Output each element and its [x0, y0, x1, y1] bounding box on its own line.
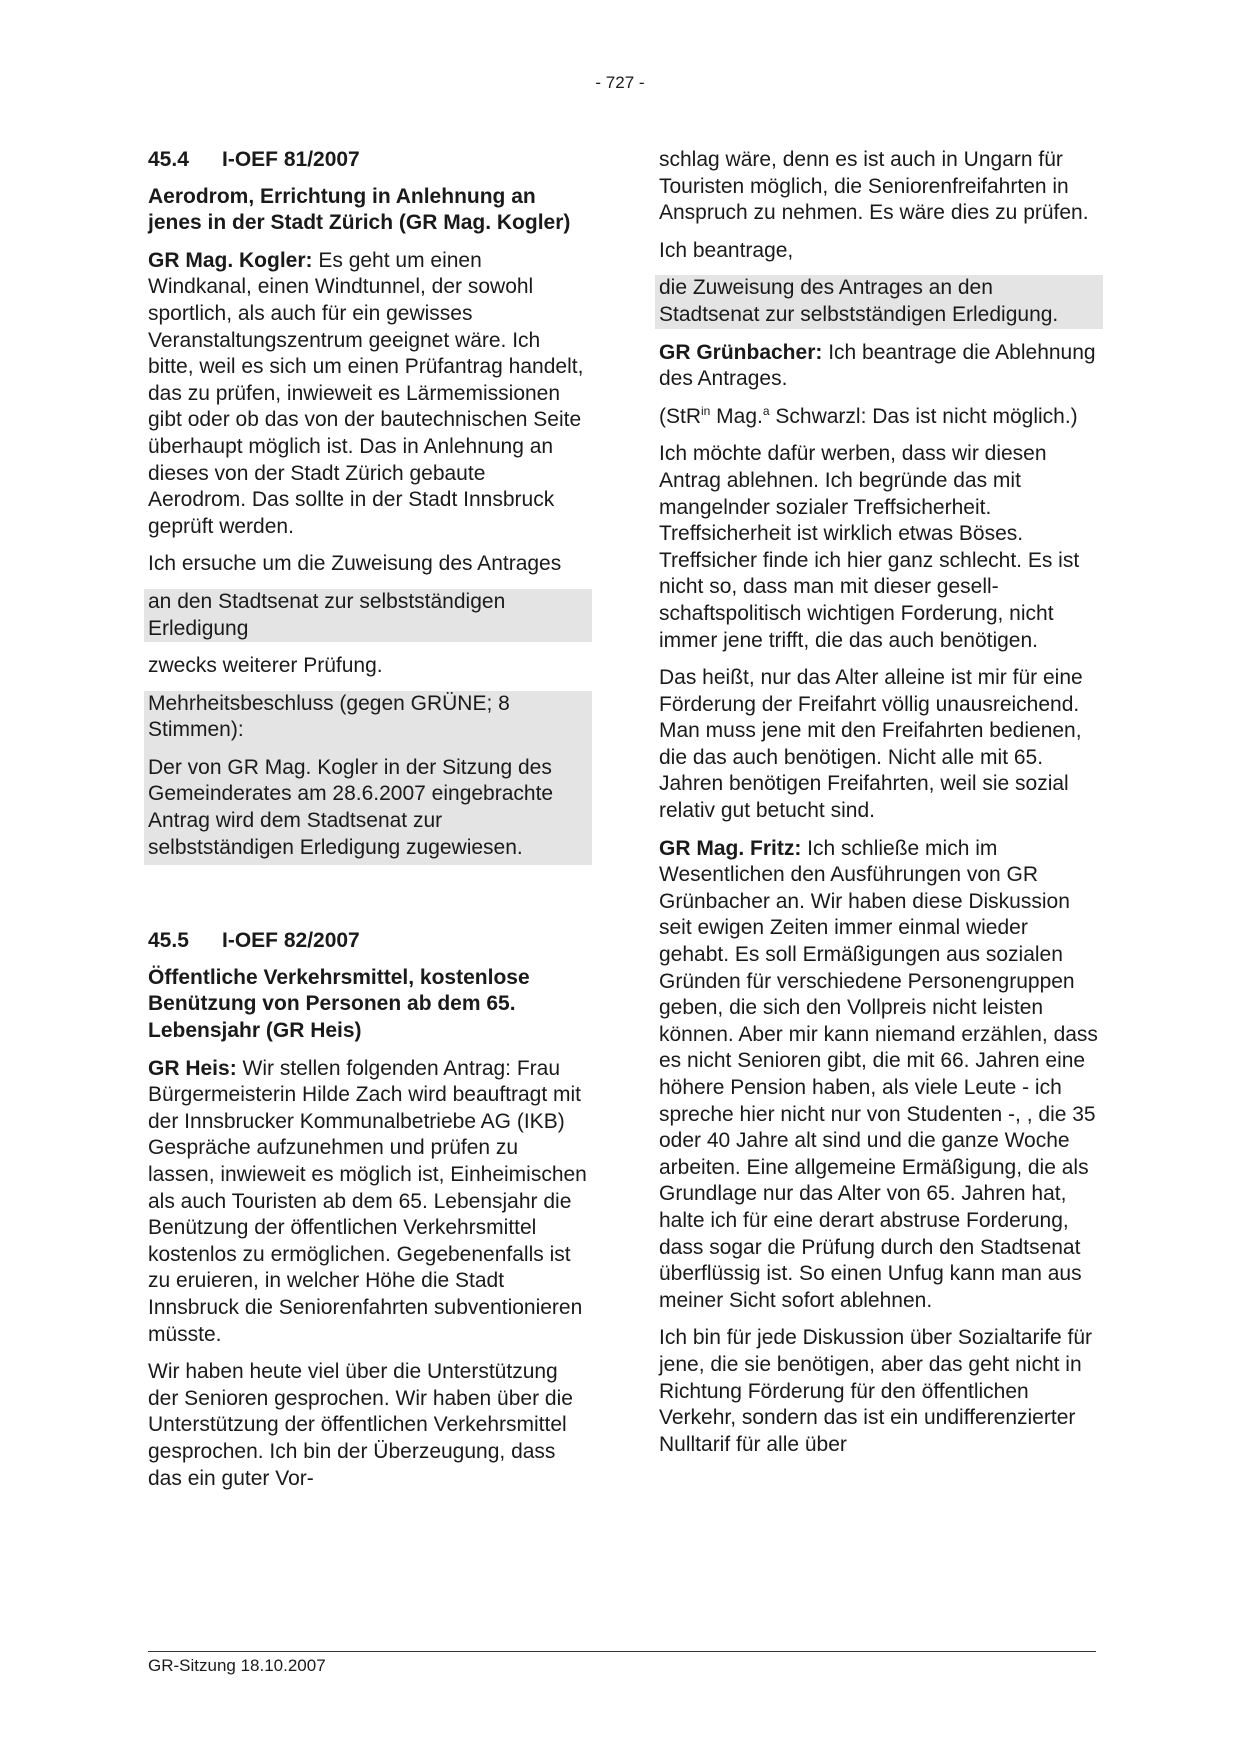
interjection — [659, 404, 1099, 431]
section-heading-45-4 — [148, 147, 588, 174]
superscript: in — [701, 403, 711, 418]
section-code: I-OEF 81/2007 — [222, 148, 360, 171]
interjection-part: (StR — [659, 404, 701, 428]
speech-paragraph — [659, 340, 1099, 393]
left-column — [148, 147, 588, 1503]
paragraph: Ich ersuche um die Zuweisung des Antrages — [148, 552, 562, 576]
speaker-name: GR Mag. Kogler: — [148, 248, 313, 272]
speaker-name: GR Mag. Fritz: — [659, 836, 802, 860]
interjection-part: Schwarzl: Das ist nicht möglich.) — [769, 404, 1078, 428]
section-number: 45.5 — [148, 929, 189, 953]
paragraph: schlag wäre, denn es ist auch in Ungarn für Touristen möglich, die Seniorenfreifahrten in Anspruch zu nehmen. Es wäre dies zu prüfen. — [659, 148, 1089, 225]
resolution-box — [144, 691, 592, 866]
footer-text: GR-Sitzung 18.10.2007 — [148, 1656, 326, 1675]
speaker-name: GR Heis: — [148, 1056, 237, 1080]
paragraph: Ich beantrage, — [659, 238, 794, 262]
speech-paragraph — [148, 248, 588, 541]
paragraph: zwecks weiterer Prüfung. — [148, 654, 383, 678]
section-title: Öffentliche Verkehrsmittel, kostenlose Benützung von Personen ab dem 65. Lebensjahr (GR Heis) — [148, 965, 530, 1043]
superscript: a — [762, 403, 770, 418]
resolution-text: Der von GR Mag. Kogler in der Sitzung des Gemeinderates am 28.6.2007 eingebrachte Antrag wird dem Stadtsenat zur selbstständigen Erledigung zugewiesen. — [148, 755, 554, 859]
speaker-name: GR Grünbacher: — [659, 340, 823, 364]
section-heading-45-5 — [148, 928, 588, 955]
section-title: Aerodrom, Errichtung in Anlehnung an jenes in der Stadt Zürich (GR Mag. Kogler) — [148, 184, 571, 235]
resolution-heading: Mehrheitsbeschluss (gegen GRÜNE; 8 Stimmen): — [148, 691, 510, 742]
speech-paragraph — [659, 836, 1099, 1315]
motion-box: an den Stadtsenat zur selbstständigen Erledigung — [144, 589, 592, 642]
page-number: - 727 - — [595, 73, 645, 92]
speech-text: Es geht um einen Windkanal, einen Windtunnel, der sowohl sportlich, als auch für ein gewisses Veranstaltungszentrum geeignet wäre. Ich bitte, weil es sich um einen Prüfantrag handelt, das zu prüfen, inwieweit es Lärmemissionen gibt oder ob das von der bautechnischen Seite überhaupt möglich ist. Das in Anlehnung an dieses von der Stadt Zürich gebaute Aerodrom. Das sollte in der Stadt Innsbruck geprüft werden. — [148, 248, 584, 538]
paragraph: Das heißt, nur das Alter alleine ist mir für eine Förderung der Freifahrt völlig unausreichend. Man muss jene mit den Freifahrten bedienen, die das auch benötigen. Nicht alle mit 65. Jahren benötigen Freifahrten, weil sie sozial relativ gut betucht sind. — [659, 666, 1083, 823]
section-number: 45.4 — [148, 148, 189, 171]
speech-text: Wir stellen folgenden Antrag: Frau Bürgermeisterin Hilde Zach wird beauftragt mit der Innsbrucker Kommunalbetriebe AG (IKB) Gespräche aufzunehmen und prüfen zu lassen, inwieweit es möglich ist, Einheimischen als auch Touristen ab dem 65. Lebensjahr die Benützung der öffentlichen Verkehrsmittel kostenlos zu ermöglichen. Gegebenenfalls ist zu eruieren, in welcher Höhe die Stadt Innsbruck die Seniorenfahrten subventionieren müsste. — [148, 1056, 587, 1346]
section-code: I-OEF 82/2007 — [222, 929, 360, 953]
speech-text: Ich beantrage die Ablehnung des Antrages. — [659, 340, 1096, 391]
spacer — [148, 876, 588, 928]
paragraph: Ich bin für jede Diskussion über Sozialtarife für jene, die sie benötigen, aber das geht nicht in Richtung Förderung für den öffentlichen Verkehr, sondern das ist ein undifferenzierter Nulltarif für alle über — [659, 1326, 1093, 1456]
paragraph: Ich möchte dafür werben, dass wir diesen Antrag ablehnen. Ich begründe das mit mangelnder sozialer Treffsicherheit. Treffsicherheit ist wirklich etwas Böses. Treffsicher finde ich hier ganz schlecht. Es ist nicht so, dass man mit dieser gesellschaftspolitisch wichtigen Forderung, nicht immer jene trifft, die das auch benötigen. — [659, 442, 1080, 652]
interjection-part: Mag. — [710, 404, 763, 428]
paragraph: Wir haben heute viel über die Unterstützung der Senioren gesprochen. Wir haben über die Unterstützung der öffentlichen Verkehrsmittel gesprochen. Ich bin der Überzeugung, dass das ein guter Vor- — [148, 1360, 573, 1490]
speech-paragraph — [148, 1056, 588, 1349]
speech-text: Ich schließe mich im Wesentlichen den Ausführungen von GR Grünbacher an. Wir haben diese Diskussion seit ewigen Zeiten immer einmal wieder gehabt. Es soll Ermäßigungen aus sozialen Gründen für verschiedene Personengruppen geben, die sich den Vollpreis nicht leisten können. Aber mir kann niemand erzählen, dass es nicht Senioren gibt, die mit 66. Jahren eine höhere Pension haben, als viele Leute - ich spreche hier nicht nur von Studenten -, , die 35 oder 40 Jahre alt sind und die ganze Woche arbeiten. Eine allgemeine Ermäßigung, die als Grundlage nur das Alter von 65. Jahren hat, halte ich für eine derart abstruse Forderung, dass sogar die Prüfung durch den Stadtsenat überflüssig ist. So einen Unfug kann man aus meiner Sicht sofort ablehnen. — [659, 836, 1098, 1312]
footer-rule — [148, 1651, 1096, 1652]
right-column — [659, 147, 1099, 1469]
motion-box: die Zuweisung des Antrages an den Stadtsenat zur selbstständigen Erledigung. — [655, 275, 1103, 328]
